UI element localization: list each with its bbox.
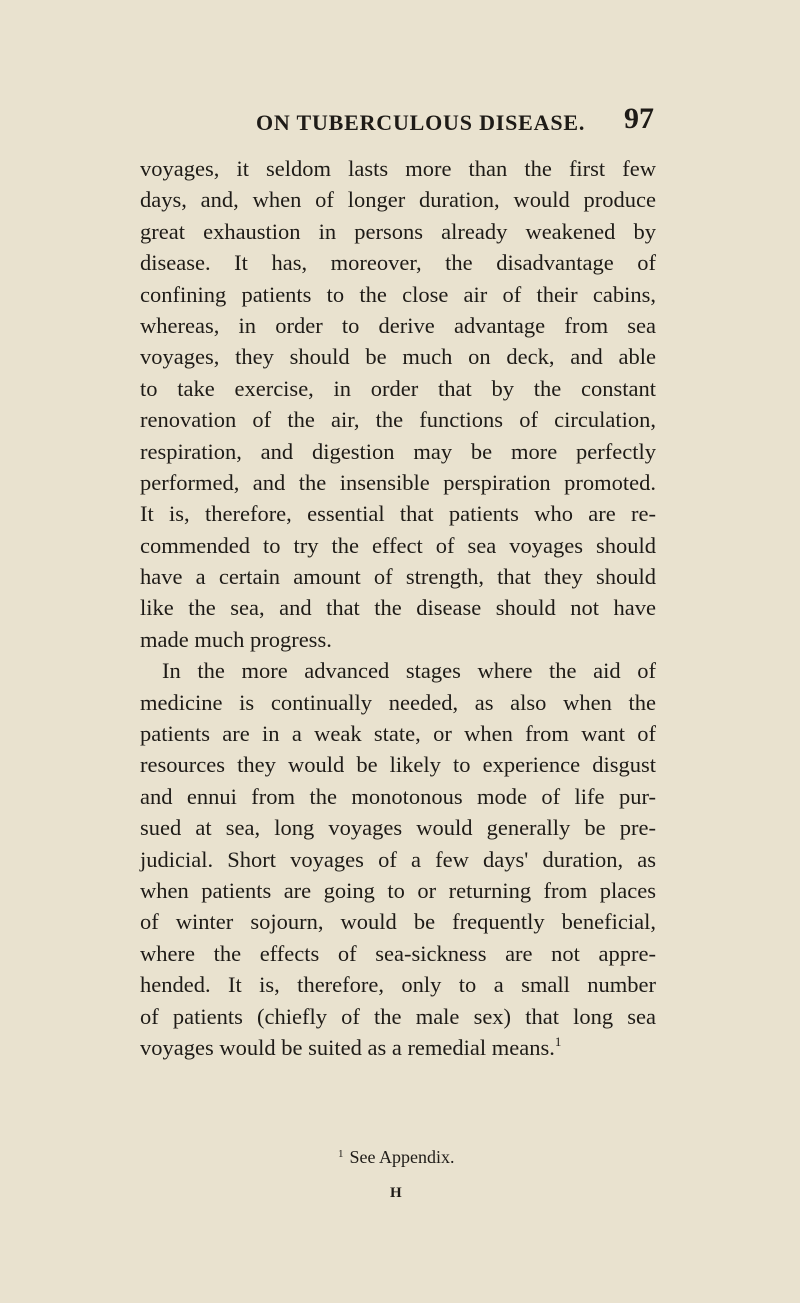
text-line: have a certain amount of strength, that they should — [140, 564, 656, 590]
text-line: respiration, and digestion may be more perfectly — [140, 438, 656, 464]
text-line: like the sea, and that the disease should not have — [140, 595, 656, 621]
text-line: of winter sojourn, would be frequently beneficial, — [140, 909, 656, 935]
text-line: whereas, in order to derive advantage from sea — [140, 312, 656, 338]
footnote — [338, 1147, 455, 1168]
text-line: performed, and the insensible perspiration promoted. — [140, 469, 656, 495]
text-line: of patients (chiefly of the male sex) that long sea — [140, 1003, 656, 1029]
text-line: resources they would be likely to experience disgust — [140, 752, 656, 778]
text-line: disease. It has, moreover, the disadvantage of — [140, 250, 656, 276]
text-line: medicine is continually needed, as also when the — [140, 689, 656, 715]
footnote-text: See Appendix. — [349, 1147, 455, 1167]
footnote-mark: 1 — [338, 1148, 344, 1160]
text-line: where the effects of sea-sickness are not appre- — [140, 940, 656, 966]
text-line: to take exercise, in order that by the constant — [140, 375, 656, 401]
page-number: 97 — [624, 102, 654, 135]
text-line: voyages, they should be much on deck, and able — [140, 344, 656, 370]
text-line: It is, therefore, essential that patients who are re- — [140, 501, 656, 527]
text-line: renovation of the air, the functions of circulation, — [140, 407, 656, 433]
footnote-reference: 1 — [554, 1033, 562, 1049]
last-text-line — [140, 1032, 656, 1063]
text-line: and ennui from the monotonous mode of life pur- — [140, 783, 656, 809]
text-line: made much progress. — [140, 626, 332, 652]
text-line: days, and, when of longer duration, would produce — [140, 187, 656, 213]
last-line-text: voyages would be suited as a remedial means. — [140, 1034, 555, 1060]
signature-mark: H — [390, 1185, 402, 1201]
text-line: sued at sea, long voyages would generally be pre- — [140, 815, 656, 841]
text-line: hended. It is, therefore, only to a small number — [140, 972, 656, 998]
page-header — [256, 102, 654, 138]
text-line: voyages, it seldom lasts more than the first few — [140, 156, 656, 181]
text-line: judicial. Short voyages of a few days' duration, as — [140, 846, 656, 872]
text-line: In the more advanced stages where the aid of — [162, 658, 656, 684]
text-line: when patients are going to or returning from places — [140, 877, 656, 903]
text-line: commended to try the effect of sea voyages should — [140, 532, 656, 558]
text-line: patients are in a weak state, or when from want of — [140, 721, 656, 747]
running-head: ON TUBERCULOUS DISEASE. — [256, 110, 586, 135]
body-text — [140, 153, 656, 1063]
text-line: confining patients to the close air of their cabins, — [140, 281, 656, 307]
text-line: great exhaustion in persons already weakened by — [140, 218, 656, 244]
